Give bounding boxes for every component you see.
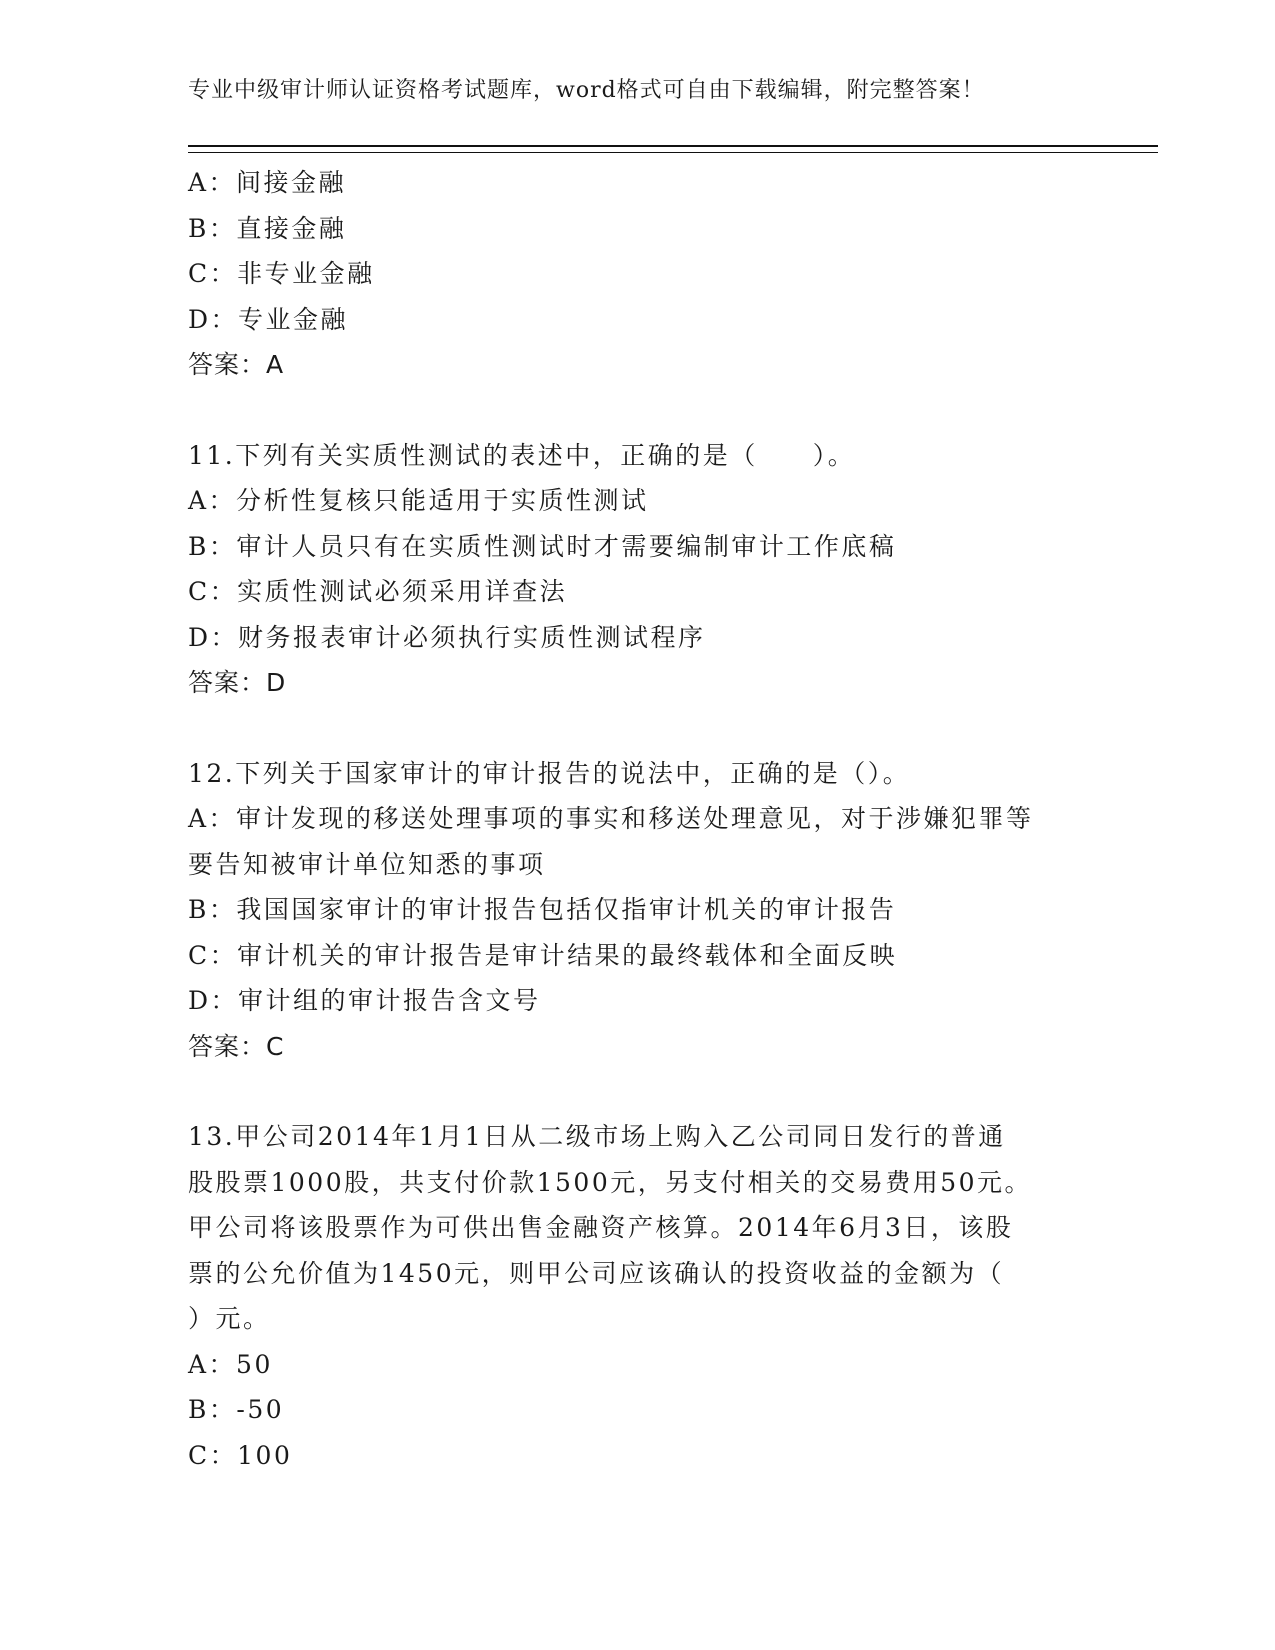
- option-c: C：实质性测试必须采用详查法: [188, 577, 568, 606]
- header-divider: [188, 145, 1158, 153]
- option-d: D：财务报表审计必须执行实质性测试程序: [188, 622, 706, 652]
- option-a: A：间接金融: [188, 168, 347, 197]
- option-b: B：审计人员只有在实质性测试时才需要编制审计工作底稿: [188, 531, 897, 561]
- question-stem-line: 甲公司将该股票作为可供出售金融资产核算。2014年6月3日，该股: [188, 1213, 1014, 1242]
- question-10-block: [188, 160, 1088, 388]
- page-header: 专业中级审计师认证资格考试题库，word格式可自由下载编辑，附完整答案！: [188, 78, 985, 103]
- answer-line: 答案：D: [188, 668, 287, 697]
- option-b: B：直接金融: [188, 213, 347, 243]
- question-stem-line: 13.甲公司2014年1月1日从二级市场上购入乙公司同日发行的普通: [188, 1122, 1006, 1151]
- question-stem: 12.下列关于国家审计的审计报告的说法中，正确的是（）。: [188, 758, 911, 788]
- option-b: B：我国国家审计的审计报告包括仅指审计机关的审计报告: [188, 895, 897, 924]
- question-11-block: [188, 433, 1088, 706]
- option-a: A：审计发现的移送处理事项的事实和移送处理意见，对于涉嫌犯罪等: [188, 804, 1034, 833]
- option-a: A：50: [188, 1349, 273, 1379]
- question-12-block: [188, 751, 1088, 1070]
- answer-line: 答案：C: [188, 1031, 285, 1061]
- question-stem-line: ）元。: [188, 1304, 271, 1333]
- option-c: C：100: [188, 1440, 293, 1470]
- answer-line: 答案：A: [188, 350, 285, 379]
- question-stem-line: 股股票1000股，共支付价款1500元，另支付相关的交易费用50元。: [188, 1167, 1033, 1197]
- question-stem: 11.下列有关实质性测试的表述中，正确的是（ ）。: [188, 440, 856, 470]
- option-d: D：审计组的审计报告含文号: [188, 986, 541, 1015]
- option-a-continued: 要告知被审计单位知悉的事项: [188, 849, 546, 879]
- document-body: [188, 160, 1088, 1478]
- option-a: A：分析性复核只能适用于实质性测试: [188, 486, 649, 515]
- question-13-block: [188, 1114, 1088, 1478]
- option-b: B：-50: [188, 1395, 285, 1424]
- option-c: C：非专业金融: [188, 259, 375, 288]
- question-stem-line: 票的公允价值为1450元，则甲公司应该确认的投资收益的金额为（: [188, 1258, 1005, 1288]
- option-d: D：专业金融: [188, 304, 349, 334]
- option-c: C：审计机关的审计报告是审计结果的最终载体和全面反映: [188, 940, 898, 970]
